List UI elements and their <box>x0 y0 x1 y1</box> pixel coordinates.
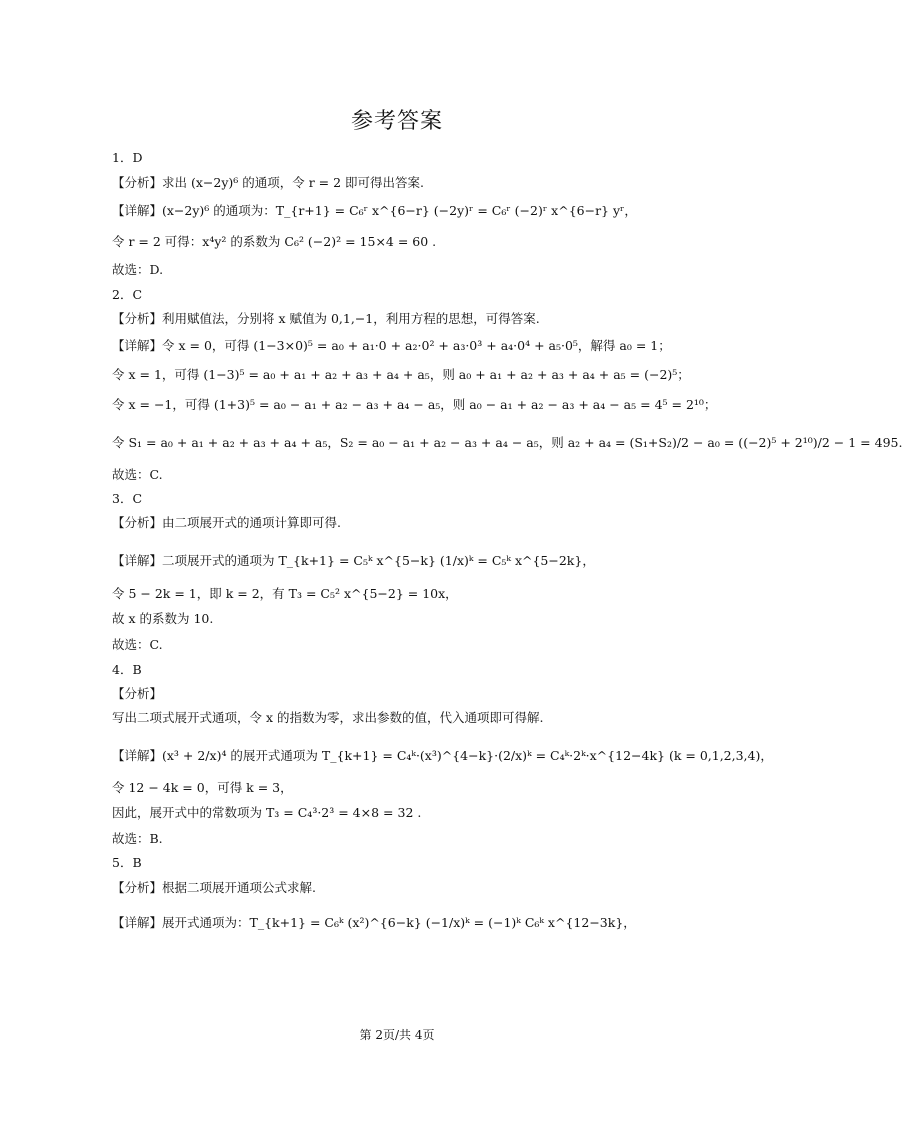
analysis-line: 【分析】求出 (x−2y)⁶ 的通项，令 r = 2 即可得出答案. <box>112 175 425 190</box>
answer-number: 1．D <box>112 150 143 165</box>
detail-line: 令 12 − 4k = 0，可得 k = 3， <box>112 780 293 795</box>
answer-number: 5．B <box>112 855 142 870</box>
detail-line: 令 S₁ = a₀ + a₁ + a₂ + a₃ + a₄ + a₅，S₂ = a₀ − a₁ + a₂ − a₃ + a₄ − a₅，则 a₂ + a₄ = (S₁+S₂)/2 − a₀ = ((−2)⁵ + 2¹⁰)/2 − 1 = 495. <box>112 435 902 450</box>
choice-line: 故选：D. <box>112 262 164 277</box>
analysis-line: 写出二项式展开式通项，令 x 的指数为零，求出参数的值，代入通项即可得解. <box>112 710 544 725</box>
detail-line: 故 x 的系数为 10. <box>112 611 214 626</box>
detail-line: 【详解】(x−2y)⁶ 的通项为：T_{r+1} = C₆ʳ x^{6−r} (−2y)ʳ = C₆ʳ (−2)ʳ x^{6−r} yʳ， <box>112 203 637 218</box>
answer-number: 4．B <box>112 662 142 677</box>
detail-line: 【详解】(x³ + 2/x)⁴ 的展开式通项为 T_{k+1} = C₄ᵏ·(x³)^{4−k}·(2/x)ᵏ = C₄ᵏ·2ᵏ·x^{12−4k} (k = 0,1,2,3,4)， <box>112 748 773 763</box>
detail-line: 【详解】展开式通项为：T_{k+1} = C₆ᵏ (x²)^{6−k} (−1/x)ᵏ = (−1)ᵏ C₆ᵏ x^{12−3k}， <box>112 915 636 930</box>
analysis-line: 【分析】利用赋值法，分别将 x 赋值为 0,1,−1，利用方程的思想，可得答案. <box>112 311 540 326</box>
choice-line: 故选：C. <box>112 637 163 652</box>
detail-line: 令 x = −1，可得 (1+3)⁵ = a₀ − a₁ + a₂ − a₃ + a₄ − a₅，则 a₀ − a₁ + a₂ − a₃ + a₄ − a₅ = 4⁵ = 2¹⁰； <box>112 397 717 412</box>
answer-number: 3．C <box>112 491 143 506</box>
analysis-heading: 【分析】 <box>112 686 163 701</box>
answer-number: 2．C <box>112 287 143 302</box>
detail-line: 【详解】令 x = 0，可得 (1−3×0)⁵ = a₀ + a₁·0 + a₂·0² + a₃·0³ + a₄·0⁴ + a₅·0⁵，解得 a₀ = 1； <box>112 338 671 353</box>
detail-line: 因此，展开式中的常数项为 T₃ = C₄³·2³ = 4×8 = 32 . <box>112 805 422 820</box>
analysis-line: 【分析】根据二项展开通项公式求解. <box>112 880 316 895</box>
detail-line: 【详解】二项展开式的通项为 T_{k+1} = C₅ᵏ x^{5−k} (1/x)ᵏ = C₅ᵏ x^{5−2k}， <box>112 553 595 568</box>
detail-line: 令 r = 2 可得：x⁴y² 的系数为 C₆² (−2)² = 15×4 = 60 . <box>112 234 437 249</box>
detail-line: 令 5 − 2k = 1，即 k = 2，有 T₃ = C₅² x^{5−2} = 10x， <box>112 586 458 601</box>
page-title: 参考答案 <box>350 109 443 134</box>
detail-line: 令 x = 1，可得 (1−3)⁵ = a₀ + a₁ + a₂ + a₃ + a₄ + a₅，则 a₀ + a₁ + a₂ + a₃ + a₄ + a₅ = (−2)⁵； <box>112 367 690 382</box>
page-footer: 第 2页/共 4页 <box>359 1028 435 1042</box>
choice-line: 故选：B. <box>112 831 163 846</box>
analysis-line: 【分析】由二项展开式的通项计算即可得. <box>112 515 341 530</box>
choice-line: 故选：C. <box>112 467 163 482</box>
